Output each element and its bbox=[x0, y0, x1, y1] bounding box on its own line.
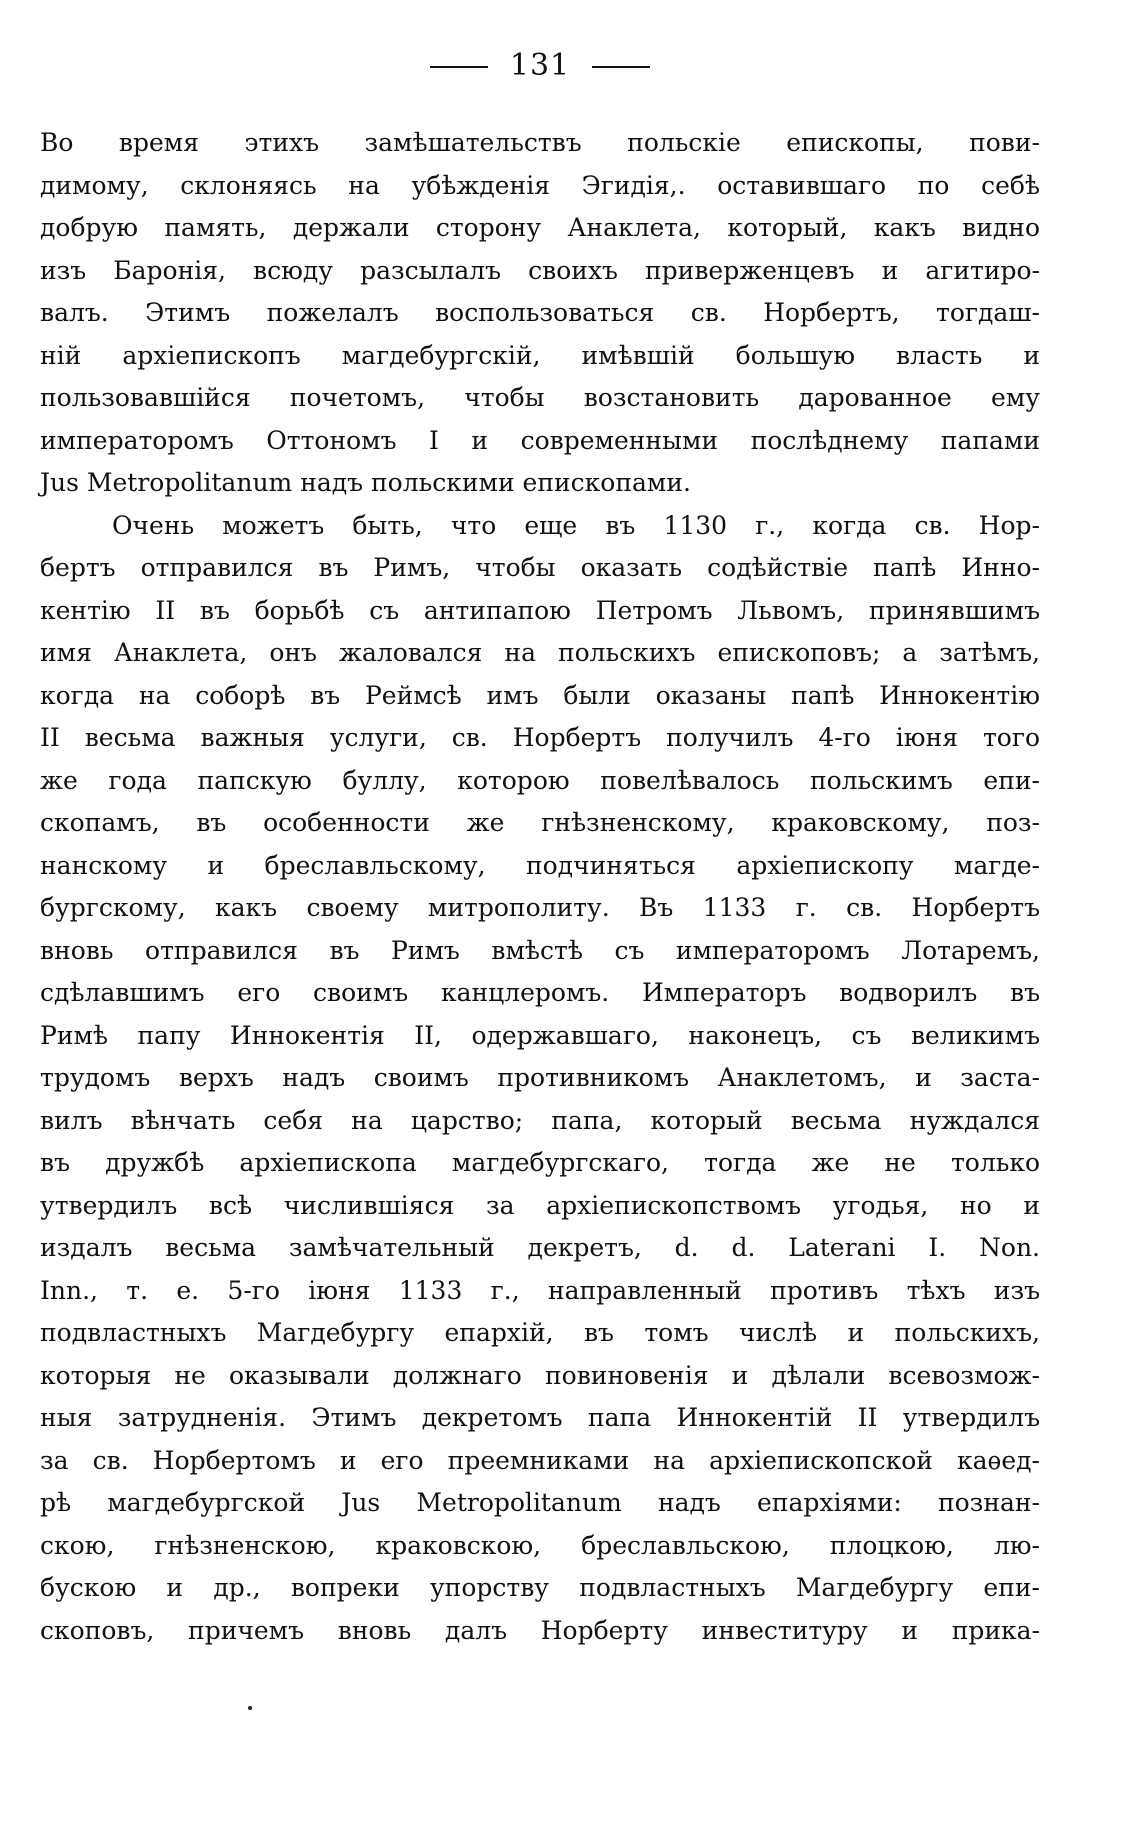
text-line: Очень можетъ быть, что еще въ 1130 г., когда св. Нор- bbox=[112, 510, 1040, 540]
text-line: вилъ вѣнчать себя на царство; папа, который весьма нуждался bbox=[40, 1105, 1040, 1135]
body-text bbox=[40, 122, 1040, 1652]
text-line: добрую память, держали сторону Анаклета, который, какъ видно bbox=[40, 213, 1040, 242]
text-line: бургскому, какъ своему митрополиту. Въ 1133 г. св. Норбертъ bbox=[40, 893, 1040, 922]
text-line: нанскому и бреславльскому, подчиняться архіепископу магде- bbox=[40, 850, 1040, 880]
text-line: утвердилъ всѣ числившіяся за архіепископствомъ угодья, но и bbox=[40, 1190, 1040, 1220]
text-line: въ дружбѣ архіепископа магдебургскаго, тогда же не только bbox=[40, 1148, 1040, 1177]
text-line: же года папскую буллу, которою повелѣвалось польскимъ епи- bbox=[40, 765, 1040, 795]
text-line: II весьма важныя услуги, св. Норбертъ получилъ 4-го іюня того bbox=[40, 723, 1040, 752]
text-line: вновь отправился въ Римъ вмѣстѣ съ императоромъ Лотаремъ, bbox=[40, 935, 1040, 965]
text-line: императоромъ Оттономъ I и современными послѣднему папами bbox=[40, 425, 1040, 455]
text-line: Римѣ папу Иннокентія II, одержавшаго, наконецъ, съ великимъ bbox=[40, 1020, 1040, 1050]
text-line: имя Анаклета, онъ жаловался на польскихъ епископовъ; а затѣмъ, bbox=[40, 638, 1040, 667]
book-page bbox=[40, 30, 1040, 1830]
text-line: рѣ магдебургской Jus Metropolitanum надъ епархіями: познан- bbox=[40, 1488, 1040, 1517]
text-line: ныя затрудненія. Этимъ декретомъ папа Иннокентій II утвердилъ bbox=[40, 1403, 1040, 1432]
text-line: валъ. Этимъ пожелалъ воспользоваться св. Норбертъ, тогдаш- bbox=[40, 298, 1040, 327]
text-line: подвластныхъ Магдебургу епархій, въ томъ числѣ и польскихъ, bbox=[40, 1318, 1040, 1347]
right-dash bbox=[592, 66, 650, 68]
text-line: трудомъ верхъ надъ своимъ противникомъ Анаклетомъ, и заста- bbox=[40, 1063, 1040, 1092]
ink-speck bbox=[248, 1706, 252, 1710]
text-line: скою, гнѣзненскою, краковскою, бреславльскою, плоцкою, лю- bbox=[40, 1530, 1040, 1560]
text-line: Inn., т. е. 5-го іюня 1133 г., направленный противъ тѣхъ изъ bbox=[40, 1275, 1040, 1305]
text-line: изъ Баронія, всюду разсылалъ своихъ приверженцевъ и агитиро- bbox=[40, 255, 1040, 285]
text-line: кентію II въ борьбѣ съ антипапою Петромъ Львомъ, принявшимъ bbox=[40, 595, 1040, 625]
text-line: пользовавшійся почетомъ, чтобы возстановить дарованное ему bbox=[40, 383, 1040, 412]
text-line: ній архіепископъ магдебургскій, имѣвшій большую власть и bbox=[40, 340, 1040, 370]
text-line: скоповъ, причемъ вновь далъ Норберту инвеституру и прика- bbox=[40, 1615, 1040, 1645]
page-number: 131 bbox=[509, 48, 571, 83]
text-line: когда на соборѣ въ Реймсѣ имъ были оказаны папѣ Иннокентію bbox=[40, 680, 1040, 710]
page-number-header bbox=[40, 48, 1040, 83]
text-line: за св. Норбертомъ и его преемниками на архіепископской каѳед- bbox=[40, 1445, 1040, 1475]
text-line: издалъ весьма замѣчательный декретъ, d. d. Laterani I. Non. bbox=[40, 1233, 1040, 1262]
text-line: Во время этихъ замѣшательствъ польскіе епископы, пови- bbox=[40, 128, 1040, 157]
text-line: бертъ отправился въ Римъ, чтобы оказать содѣйствіе папѣ Инно- bbox=[40, 553, 1040, 582]
text-line: сдѣлавшимъ его своимъ канцлеромъ. Императоръ водворилъ въ bbox=[40, 978, 1040, 1007]
text-line: которыя не оказывали должнаго повиновенія и дѣлали всевозмож- bbox=[40, 1360, 1040, 1390]
text-line: бускою и др., вопреки упорству подвластныхъ Магдебургу епи- bbox=[40, 1573, 1040, 1602]
left-dash bbox=[430, 66, 488, 68]
text-line: Jus Metropolitanum надъ польскими епископами. bbox=[40, 468, 691, 497]
text-line: скопамъ, въ особенности же гнѣзненскому, краковскому, поз- bbox=[40, 808, 1040, 837]
text-line: димому, склоняясь на убѣжденія Эгидія,. оставившаго по себѣ bbox=[40, 170, 1040, 200]
